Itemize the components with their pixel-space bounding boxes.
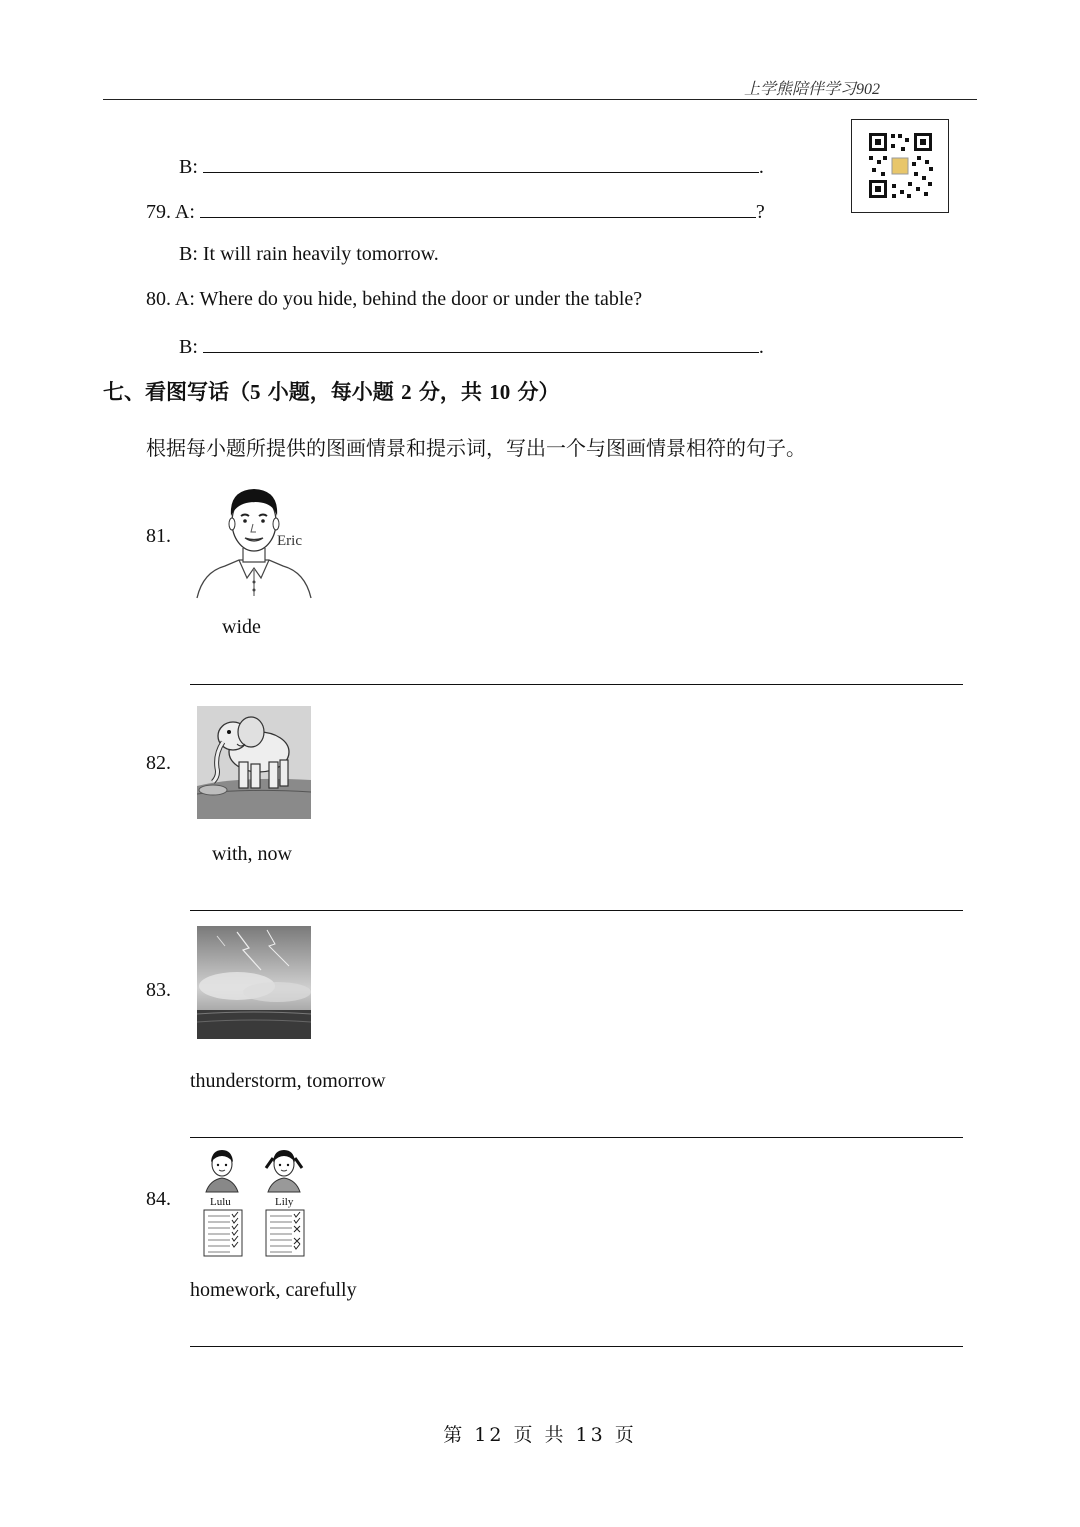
q79-b-row: B: It will rain heavily tomorrow. [179,243,439,265]
thunderstorm-icon [197,926,311,1039]
q79-label: 79. A: [146,201,195,223]
lily-label: Lily [275,1196,294,1208]
elephant-icon [197,706,311,819]
section-title: 七、看图写话（5 小题，每小题 2 分，共 10 分） [103,380,560,404]
q80-b-blank[interactable] [203,332,759,353]
q79-a-blank[interactable] [200,197,756,218]
boy-eric-icon [195,486,313,601]
header-rule [103,99,977,100]
girls-homework-icon [198,1146,314,1260]
answer-line-84[interactable] [190,1346,963,1347]
hint-84: homework, carefully [190,1279,357,1301]
qr-code-icon [851,119,949,213]
q78-b-label: B: [179,156,198,178]
page-footer: 第 12 页 共 13 页 [443,1424,637,1446]
eric-label: Eric [277,533,302,549]
hint-82: with, now [212,843,292,865]
lulu-label: Lulu [210,1196,231,1208]
q80-b-row [179,332,764,359]
question-number-82: 82. [146,752,171,774]
hint-83: thunderstorm, tomorrow [190,1070,386,1092]
q78-b-blank[interactable] [203,152,759,173]
q80-a-row: 80. A: Where do you hide, behind the door or under the table? [146,288,643,310]
q80-b-end: . [758,336,764,358]
question-number-81: 81. [146,525,171,547]
answer-line-82[interactable] [190,910,963,911]
question-number-83: 83. [146,979,171,1001]
q78-b-end: . [758,156,764,178]
header-text: 上学熊陪伴学习902 [743,81,880,98]
section-instruction: 根据每小题所提供的图画情景和提示词，写出一个与图画情景相符的句子。 [146,436,806,460]
question-number-84: 84. [146,1188,171,1210]
q80-b-label: B: [179,336,198,358]
q79-end: ? [755,201,765,223]
hint-81: wide [222,616,261,638]
q78-b-row [179,152,764,179]
q79-row [146,197,765,224]
answer-line-81[interactable] [190,684,963,685]
answer-line-83[interactable] [190,1137,963,1138]
